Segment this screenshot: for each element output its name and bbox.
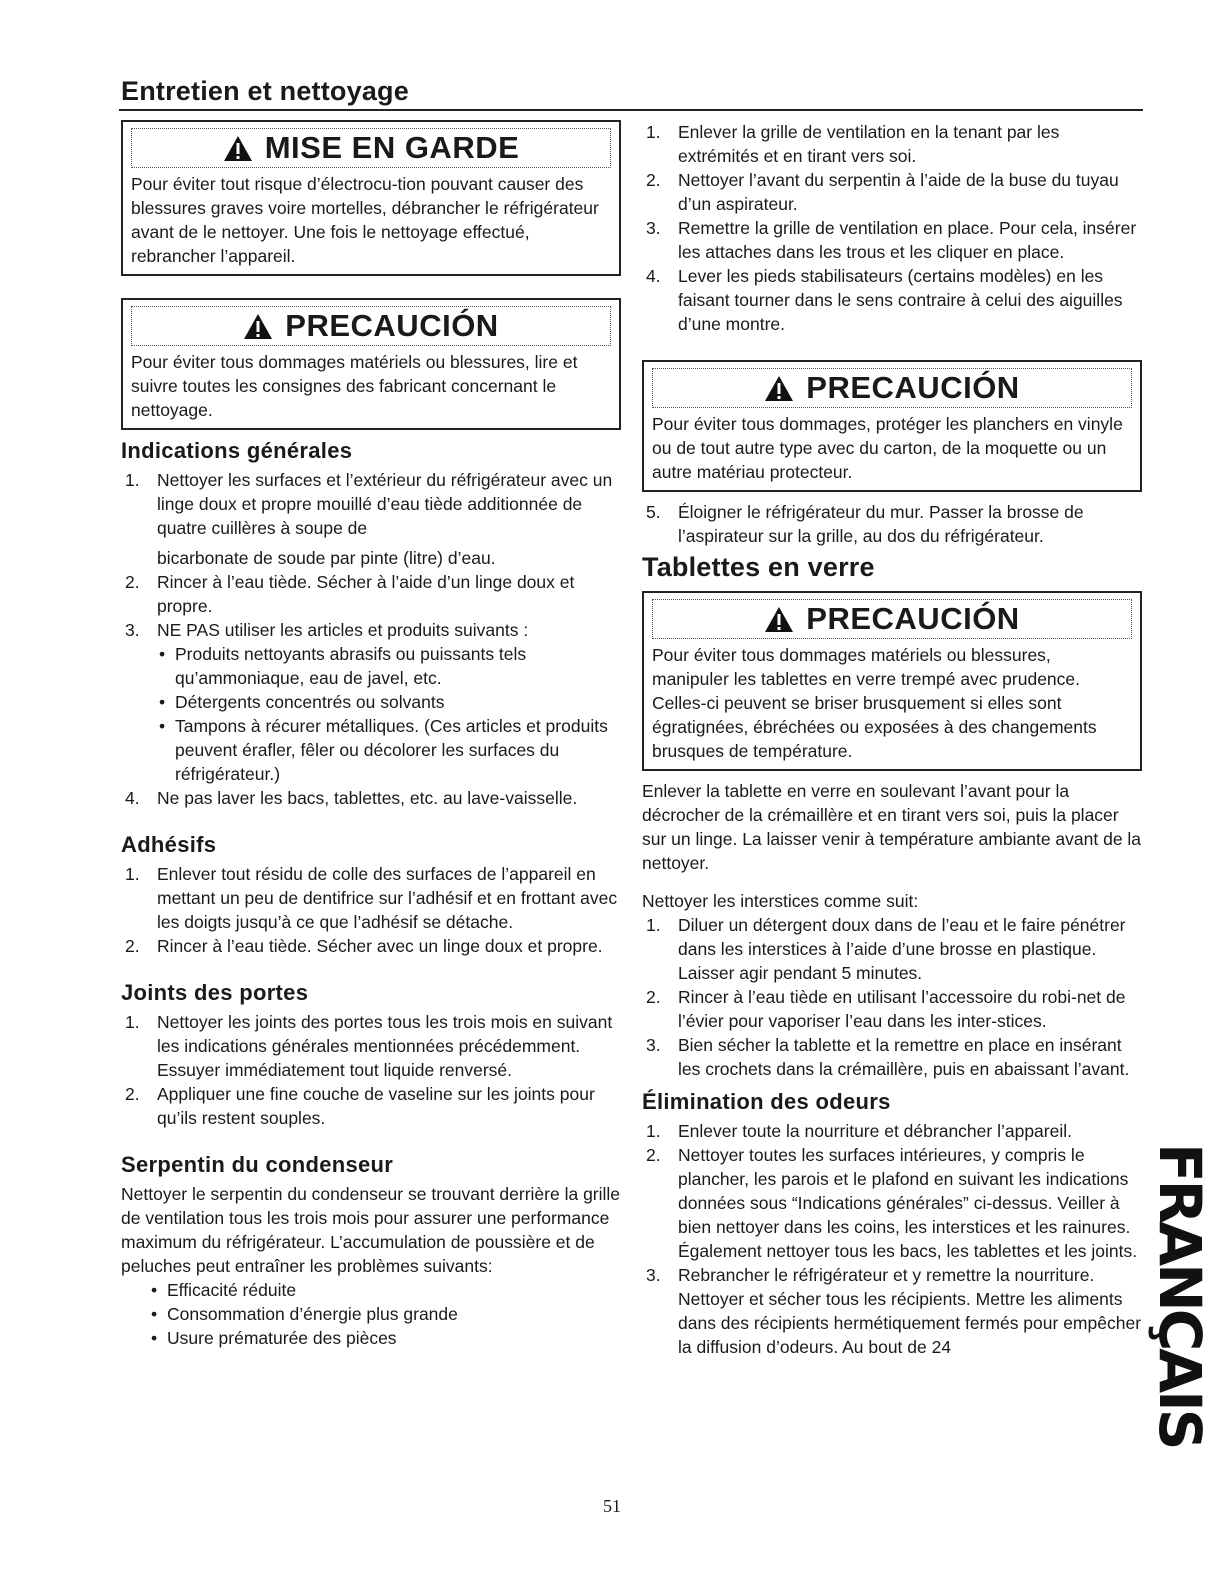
section-heading: Adhésifs [121, 832, 217, 857]
list-item: 2. Nettoyer toutes les surfaces intérieures, y compris le plancher, les parois et le plafond en suivant les indications données sous “Indications générales” ci-dessus. Veiller à bien nettoyer dans les coins, les interstices et les rainures. Également nettoyer tous les bacs, les tablettes et les joints. [646, 1145, 1138, 1261]
bullet-item: • Consommation d’énergie plus grande [149, 1302, 621, 1326]
left-column [121, 120, 621, 1350]
section-heading: Élimination des odeurs [642, 1089, 891, 1114]
section-heading: Indications générales [121, 438, 353, 463]
language-side-tab [1146, 1142, 1214, 1448]
mise-en-garde-text: Pour éviter tout risque d’électrocu-tion pouvant causer des blessures graves voire mortelles, débrancher le réfrigérateur avant de le nettoyer. Une fois le nettoyage effectué, rebrancher l’appareil. [131, 174, 599, 266]
title-divider [119, 109, 1143, 111]
language-label: FRANÇAIS [1146, 1142, 1214, 1448]
joints-list [121, 1010, 621, 1130]
warning-icon [764, 606, 794, 633]
step-5-list [642, 500, 1142, 548]
precaucion-text: Pour éviter tous dommages matériels ou blessures, manipuler les tablettes en verre trempé avec prudence. Celles-ci peuvent se briser brusquement si elles sont égratignées, ébréchées ou exposées à des changements brusques de température. [652, 645, 1097, 761]
bullet-list [157, 642, 621, 786]
section-heading: Serpentin du condenseur [121, 1152, 394, 1177]
mise-en-garde-heading: MISE EN GARDE [264, 130, 520, 165]
precaucion-glass-box [642, 591, 1142, 771]
right-column [642, 120, 1142, 1359]
odeurs-list [642, 1119, 1142, 1359]
precaucion-heading: PRECAUCIÓN [806, 370, 1020, 405]
precaucion-box [121, 298, 621, 430]
list-item: 3. Rebrancher le réfrigérateur et y remettre la nourriture. Nettoyer et sécher tous les récipients. Mettre les aliments dans des récipients hermétiquement fermés pour empêcher la diffusion d’odeurs. Au bout de 24 [646, 1265, 1142, 1357]
list-item: 1. Enlever toute la nourriture et débrancher l’appareil. [646, 1121, 1072, 1141]
precaucion-heading: PRECAUCIÓN [285, 308, 499, 343]
list-item: 2. Rincer à l’eau tiède en utilisant l’accessoire du robi-net de l’évier pour vaporiser l’eau dans les inter-stices. [646, 987, 1126, 1031]
precaucion-floor-box [642, 360, 1142, 492]
list-item: 2. Rincer à l’eau tiède. Sécher avec un linge doux et propre. [125, 936, 603, 956]
list-item: 2. Nettoyer l’avant du serpentin à l’aide de la buse du tuyau d’un aspirateur. [646, 170, 1119, 214]
precaucion-text: Pour éviter tous dommages, protéger les planchers en vinyle ou de tout autre type avec du carton, de la moquette ou un autre matériau protecteur. [652, 414, 1123, 482]
precaucion-text: Pour éviter tous dommages matériels ou blessures, lire et suivre toutes les consignes des fabricant concernant le nettoyage. [131, 352, 578, 420]
list-item: 2. Rincer à l’eau tiède. Sécher à l’aide d’un linge doux et propre. [125, 572, 575, 616]
bullet-list [121, 1278, 621, 1350]
list-item: 5. Éloigner le réfrigérateur du mur. Passer la brosse de l’aspirateur sur la grille, au dos du réfrigérateur. [646, 502, 1084, 546]
warning-icon [764, 375, 794, 402]
bullet-item: • Usure prématurée des pièces [149, 1326, 621, 1350]
adhesifs-list [121, 862, 621, 958]
list-item: 2. Appliquer une fine couche de vaseline sur les joints pour qu’ils restent souples. [125, 1084, 595, 1128]
page-number: 51 [603, 1496, 621, 1516]
bullet-item: • Tampons à récurer métalliques. (Ces articles et produits peuvent érafler, fêler ou décolorer les surfaces du réfrigérateur.) [157, 714, 621, 786]
page-title: Entretien et nettoyage [121, 76, 409, 106]
list-item: 3. NE PAS utiliser les articles et produits suivants : • Produits nettoyants abrasifs ou puissants tels qu’ammoniaque, eau de javel, etc. • Détergents concentrés ou solvants • Tampons à récurer métalliques. (Ces articles et produits peuvent érafler, fêler ou décolorer les surfaces du réfrigérateur.) [121, 618, 621, 786]
mise-en-garde-box [121, 120, 621, 276]
list-item: 1. Nettoyer les surfaces et l’extérieur du réfrigérateur avec un linge doux et propre mouillé d’eau tiède additionnée de quatre cuillères à soupe de bicarbonate de soude par pinte (litre) d’eau. [125, 470, 613, 568]
tablettes-intro: Enlever la tablette en verre en soulevant l’avant pour la décrocher de la crémaillère et en tirant vers soi, puis la placer sur un linge. La laisser venir à température ambiante avant de la nettoyer. [642, 781, 1142, 873]
precaucion-heading: PRECAUCIÓN [806, 601, 1020, 636]
serpentin-steps-list [642, 120, 1142, 336]
list-item: 3. Remettre la grille de ventilation en place. Pour cela, insérer les attaches dans les trous et les cliquer en place. [646, 218, 1137, 262]
bullet-item: • Produits nettoyants abrasifs ou puissants tels qu’ammoniaque, eau de javel, etc. [157, 642, 621, 690]
indications-list [121, 468, 621, 810]
list-item: 4. Ne pas laver les bacs, tablettes, etc. au lave-vaisselle. [125, 788, 578, 808]
warning-icon [243, 313, 273, 340]
bullet-item: • Efficacité réduite [149, 1278, 621, 1302]
list-item: 3. Bien sécher la tablette et la remettre en place en insérant les crochets dans la crémaillère, puis en abaissant l’avant. [646, 1035, 1130, 1079]
section-title: Tablettes en verre [642, 552, 875, 582]
bullet-item: • Détergents concentrés ou solvants [157, 690, 621, 714]
list-item: 1. Diluer un détergent doux dans de l’eau et le faire pénétrer dans les interstices à l’aide d’une brosse en plastique. Laisser agir pendant 5 minutes. [646, 915, 1126, 983]
list-item: 4. Lever les pieds stabilisateurs (certains modèles) en les faisant tourner dans le sens contraire à celui des aiguilles d’une montre. [646, 266, 1123, 334]
interstices-intro: Nettoyer les interstices comme suit: [642, 891, 919, 911]
warning-icon [223, 135, 253, 162]
list-item: 1. Enlever tout résidu de colle des surfaces de l’appareil en mettant un peu de dentifrice sur l’adhésif et en frottant avec les doigts jusqu’à ce que l’adhésif se détache. [125, 864, 618, 932]
list-item: 1. Nettoyer les joints des portes tous les trois mois en suivant les indications générales mentionnées précédemment. Essuyer immédiatement tout liquide renversé. [125, 1012, 613, 1080]
interstices-list [642, 913, 1142, 1081]
serpentin-text: Nettoyer le serpentin du condenseur se trouvant derrière la grille de ventilation tous les trois mois pour assurer une performance maximum du réfrigérateur. L’accumulation de poussière et de peluches peut entraîner les problèmes suivants: [121, 1184, 621, 1276]
section-heading: Joints des portes [121, 980, 309, 1005]
list-item: 1. Enlever la grille de ventilation en la tenant par les extrémités et en tirant vers soi. [646, 122, 1060, 166]
